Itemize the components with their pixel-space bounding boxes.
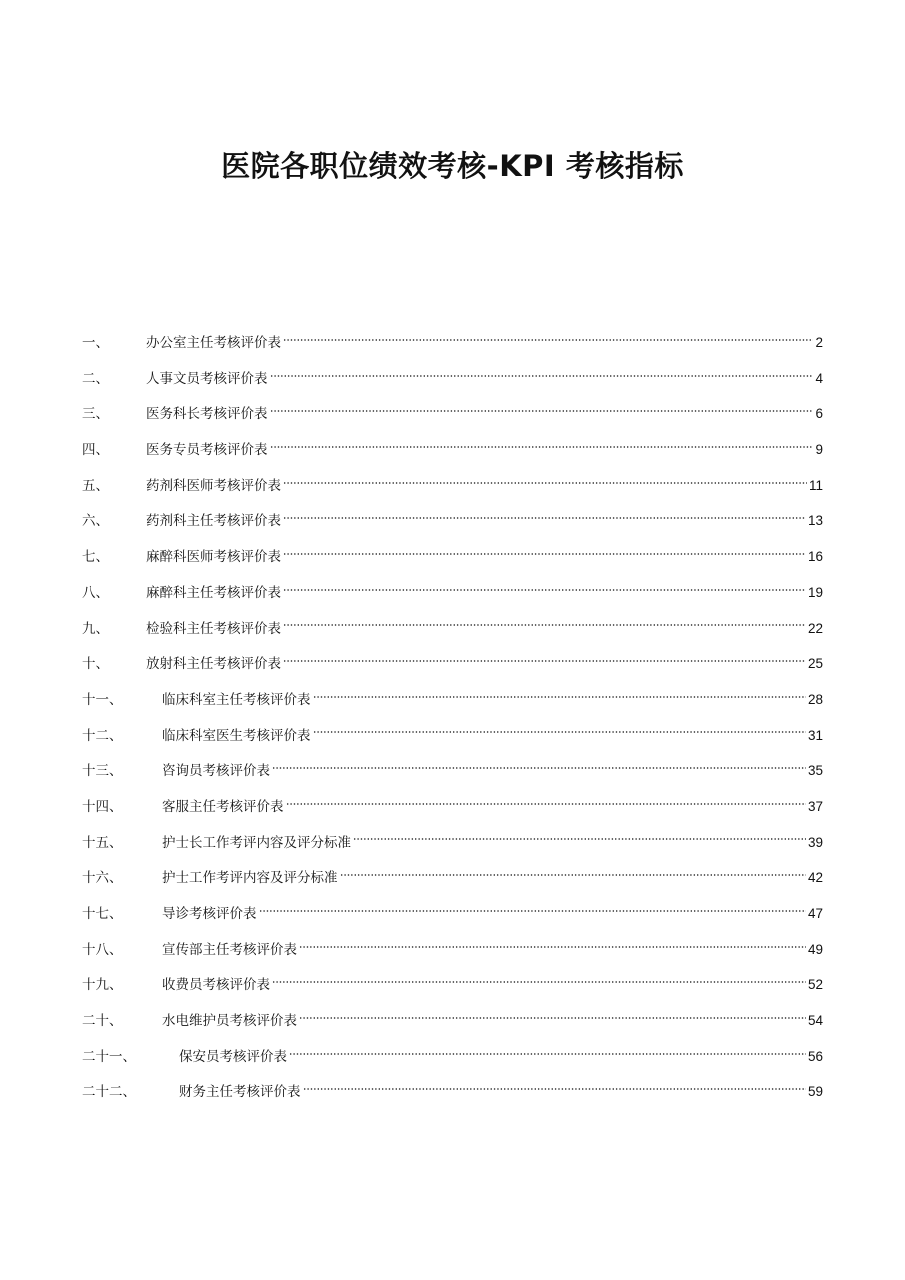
toc-dot-leader — [283, 482, 807, 484]
toc-entry-label: 客服主任考核评价表 — [162, 798, 284, 815]
toc-entry-number: 二十二、 — [82, 1084, 136, 1101]
toc-entry[interactable] — [82, 396, 823, 432]
toc-entry[interactable] — [82, 1039, 823, 1075]
toc-entry-label: 药剂科主任考核评价表 — [146, 513, 281, 530]
toc-dot-leader — [340, 874, 806, 876]
toc-dot-leader — [283, 553, 806, 555]
toc-entry-page: 9 — [815, 442, 823, 458]
toc-entry-number: 五、 — [82, 477, 109, 494]
toc-dot-leader — [272, 981, 806, 983]
page-title: 医院各职位绩效考核-KPI 考核指标 — [221, 149, 684, 183]
toc-entry-label: 护士长工作考评内容及评分标准 — [162, 834, 351, 851]
toc-entry-number: 二、 — [82, 370, 109, 387]
toc-entry-page: 19 — [807, 584, 823, 600]
toc-entry-label: 医务专员考核评价表 — [146, 442, 268, 459]
toc-entry-page: 37 — [807, 798, 823, 814]
toc-entry-number: 十、 — [82, 656, 109, 673]
toc-entry-page: 22 — [807, 620, 823, 636]
toc-dot-leader — [270, 410, 814, 412]
toc-entry-page: 6 — [815, 406, 823, 422]
toc-dot-leader — [259, 910, 806, 912]
toc-dot-leader — [283, 589, 806, 591]
toc-entry-number: 三、 — [82, 406, 109, 423]
toc-entry[interactable] — [82, 789, 823, 825]
toc-entry-label: 导诊考核评价表 — [162, 906, 257, 922]
toc-entry-label: 麻醉科医师考核评价表 — [146, 549, 281, 566]
toc-entry-page: 25 — [807, 656, 823, 672]
toc-dot-leader — [313, 696, 806, 698]
toc-entry[interactable] — [82, 611, 823, 647]
toc-entry-page: 31 — [807, 727, 823, 743]
toc-entry-number: 六、 — [82, 513, 109, 530]
toc-entry[interactable] — [82, 361, 823, 397]
toc-entry-label: 药剂科医师考核评价表 — [146, 477, 281, 494]
toc-entry-number: 十四、 — [82, 798, 123, 815]
toc-entry[interactable] — [82, 932, 823, 968]
toc-entry-page: 47 — [807, 906, 823, 921]
toc-dot-leader — [353, 838, 806, 840]
toc-entry-label: 人事文员考核评价表 — [146, 370, 268, 387]
toc-entry-label: 宣传部主任考核评价表 — [162, 941, 297, 958]
toc-dot-leader — [313, 731, 806, 733]
toc-entry[interactable] — [82, 1003, 823, 1039]
toc-entry[interactable] — [82, 646, 823, 682]
toc-dot-leader — [303, 1088, 806, 1090]
toc-dot-leader — [286, 803, 806, 805]
toc-entry-page: 11 — [808, 477, 823, 493]
toc-entry-label: 临床科室主任考核评价表 — [162, 691, 311, 708]
toc-dot-leader — [283, 624, 806, 626]
toc-entry-label: 保安员考核评价表 — [179, 1048, 287, 1065]
toc-entry-number: 十一、 — [82, 691, 123, 708]
toc-entry-number: 十五、 — [82, 834, 123, 851]
toc-entry-page: 39 — [807, 834, 823, 850]
toc-entry[interactable] — [82, 860, 823, 896]
toc-entry-page: 16 — [807, 549, 823, 565]
toc-entry[interactable] — [82, 682, 823, 718]
toc-entry-number: 二十、 — [82, 1013, 123, 1030]
toc-entry-number: 八、 — [82, 584, 109, 601]
toc-dot-leader — [270, 446, 814, 448]
table-of-contents — [82, 325, 823, 1110]
toc-dot-leader — [272, 767, 806, 769]
toc-entry-label: 护士工作考评内容及评分标准 — [162, 870, 338, 887]
toc-entry-page: 35 — [807, 763, 823, 779]
toc-entry[interactable] — [82, 967, 823, 1003]
toc-entry-label: 临床科室医生考核评价表 — [162, 727, 311, 744]
toc-entry-page: 28 — [807, 691, 823, 707]
toc-entry-page: 52 — [807, 977, 823, 993]
toc-entry[interactable] — [82, 753, 823, 789]
toc-entry-number: 十三、 — [82, 763, 123, 780]
toc-entry[interactable] — [82, 539, 823, 575]
toc-entry-number: 十九、 — [82, 977, 123, 994]
toc-entry-page: 54 — [807, 1013, 823, 1029]
toc-entry-page: 56 — [807, 1048, 823, 1064]
toc-entry[interactable] — [82, 1074, 823, 1110]
toc-entry-number: 十七、 — [82, 906, 123, 922]
toc-entry-label: 办公室主任考核评价表 — [146, 335, 281, 351]
toc-entry-label: 咨询员考核评价表 — [162, 763, 270, 780]
toc-dot-leader — [299, 1017, 806, 1019]
toc-dot-leader — [289, 1053, 806, 1055]
toc-entry-label: 医务科长考核评价表 — [146, 406, 268, 423]
toc-entry-number: 十六、 — [82, 870, 123, 887]
toc-entry-page: 59 — [807, 1084, 823, 1100]
toc-entry-label: 财务主任考核评价表 — [179, 1084, 301, 1101]
toc-entry-number: 十八、 — [82, 941, 123, 958]
toc-entry[interactable] — [82, 432, 823, 468]
toc-entry[interactable] — [82, 575, 823, 611]
toc-entry-page: 49 — [807, 941, 823, 957]
toc-dot-leader — [299, 946, 806, 948]
toc-entry-page: 2 — [815, 335, 823, 350]
toc-entry[interactable] — [82, 503, 823, 539]
toc-dot-leader — [283, 339, 813, 341]
toc-entry-number: 七、 — [82, 549, 109, 566]
toc-entry-page: 42 — [807, 870, 823, 886]
toc-entry-number: 四、 — [82, 442, 109, 459]
toc-entry-label: 收费员考核评价表 — [162, 977, 270, 994]
toc-entry-number: 十二、 — [82, 727, 123, 744]
toc-entry[interactable] — [82, 468, 823, 504]
toc-dot-leader — [283, 517, 806, 519]
toc-entry-number: 二十一、 — [82, 1048, 136, 1065]
toc-entry-page: 4 — [815, 370, 823, 386]
toc-entry-page: 13 — [807, 513, 823, 529]
toc-entry-label: 水电维护员考核评价表 — [162, 1013, 297, 1030]
toc-entry[interactable] — [82, 325, 823, 361]
toc-entry[interactable] — [82, 718, 823, 754]
toc-entry[interactable] — [82, 825, 823, 861]
toc-entry-number: 九、 — [82, 620, 109, 637]
toc-entry-label: 麻醉科主任考核评价表 — [146, 584, 281, 601]
toc-dot-leader — [283, 660, 806, 662]
toc-entry[interactable] — [82, 896, 823, 932]
toc-entry-label: 放射科主任考核评价表 — [146, 656, 281, 673]
toc-entry-number: 一、 — [82, 335, 109, 351]
toc-dot-leader — [270, 375, 814, 377]
toc-entry-label: 检验科主任考核评价表 — [146, 620, 281, 637]
